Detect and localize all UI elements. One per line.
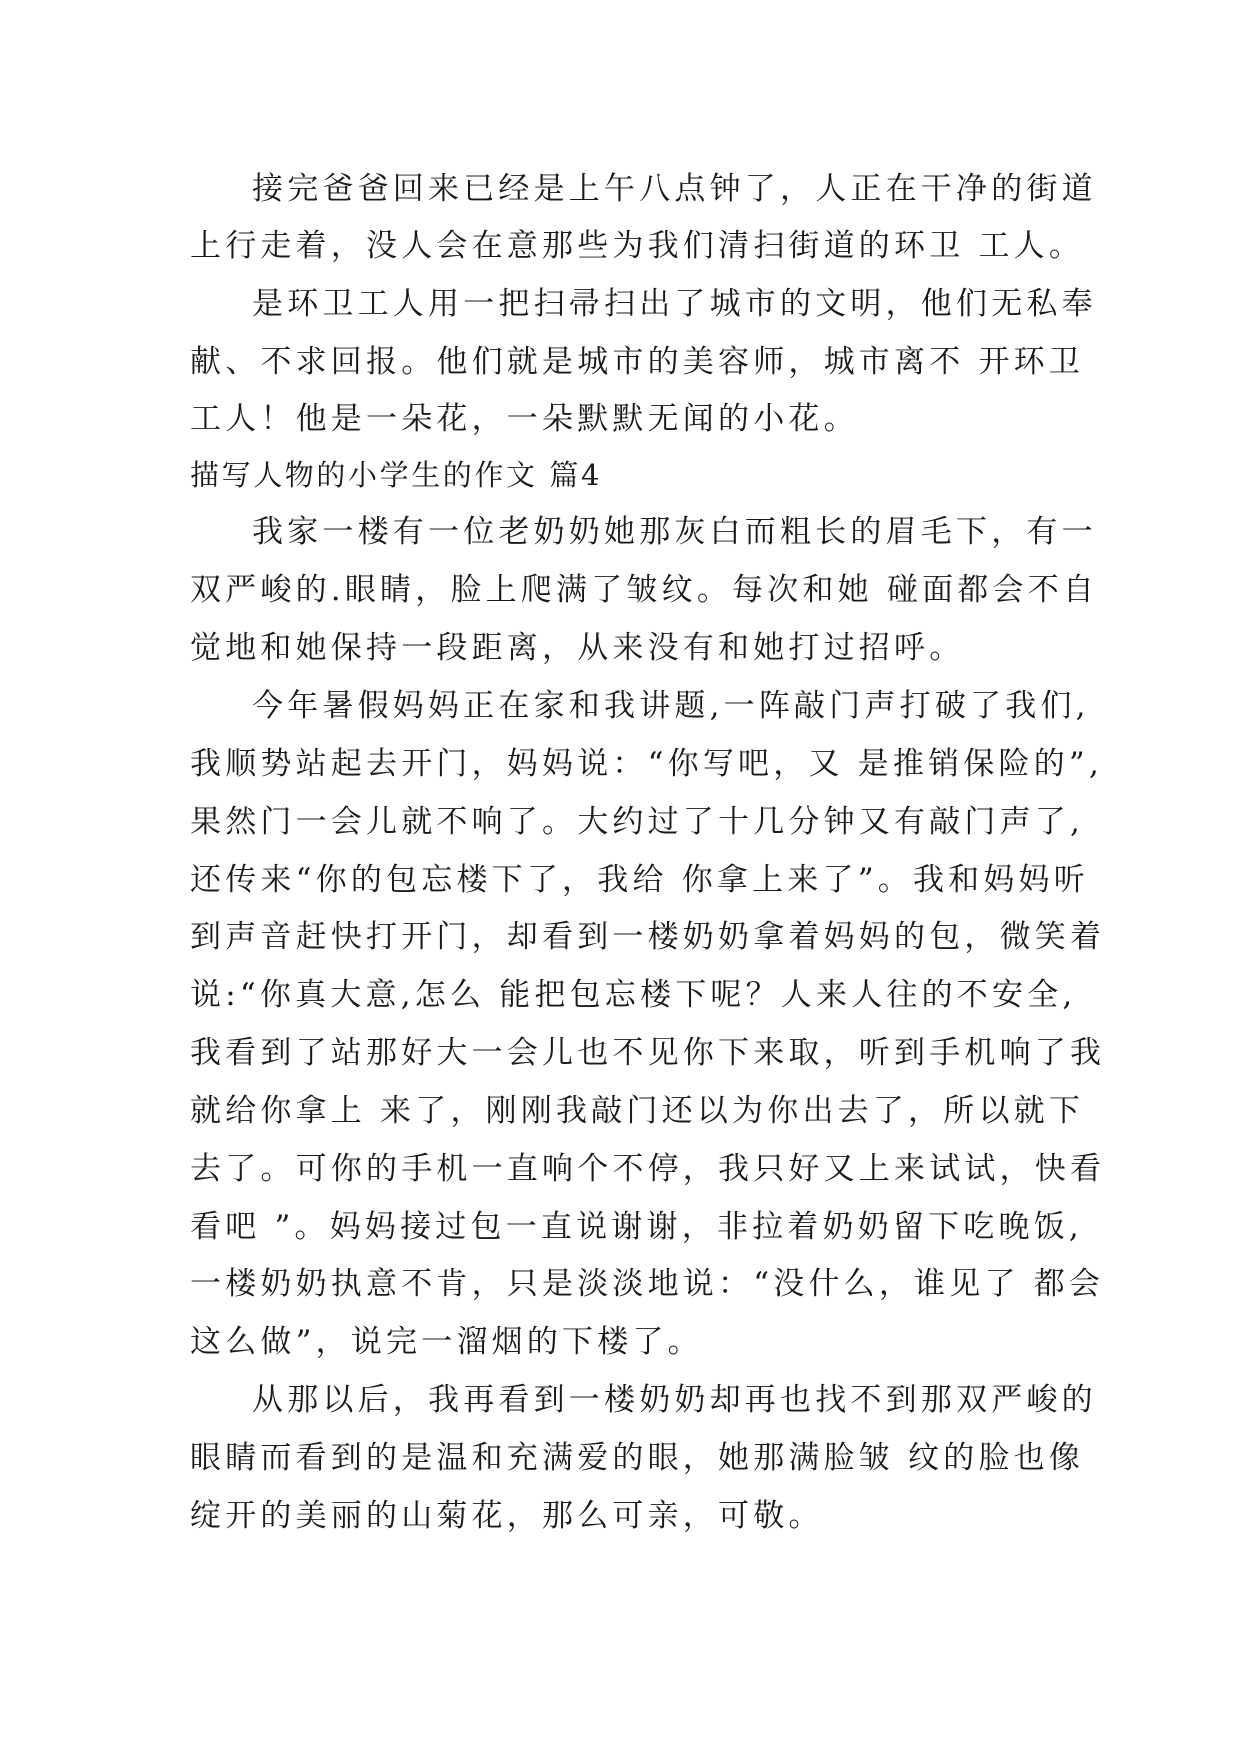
- text-line: 献、不求回报。他们就是城市的美容师，城市离不 开环卫: [190, 344, 1085, 380]
- text-line: 绽开的美丽的山菊花，那么可亲，可敬。: [190, 1498, 824, 1534]
- text-line: 这么做”，说完一溜烟的下楼了。: [190, 1324, 703, 1360]
- text-line: 一楼奶奶执意不肯，只是淡淡地说：“没什么，谁见了 都会: [190, 1266, 1105, 1302]
- text-line: 到声音赶快打开门，却看到一楼奶奶拿着妈妈的包，微笑着: [190, 919, 1106, 955]
- section-heading: 描写人物的小学生的作文 篇4: [190, 458, 603, 492]
- text-line: 我看到了站那好大一会儿也不见你下来取，听到手机响了我: [190, 1035, 1106, 1071]
- text-line: 我顺势站起去开门，妈妈说：“你写吧，又 是推销保险的”,: [190, 746, 1104, 782]
- text-line: 我家一楼有一位老奶奶她那灰白而粗长的眉毛下，有一: [252, 514, 1097, 550]
- text-line: 说:“你真大意,怎么 能把包忘楼下呢？人来人往的不安全,: [190, 977, 1077, 1013]
- text-line: 今年暑假妈妈正在家和我讲题,一阵敲门声打破了我们,: [252, 688, 1090, 724]
- text-line: 就给你拿上 来了，刚刚我敲门还以为你出去了，所以就下: [190, 1093, 1085, 1129]
- text-line: 工人！他是一朵花，一朵默默无闻的小花。: [190, 401, 859, 437]
- text-line: 觉地和她保持一段距离，从来没有和她打过招呼。: [190, 630, 965, 666]
- text-line: 还传来“你的包忘楼下了，我给 你拿上来了”。我和妈妈听: [190, 862, 1089, 898]
- text-line: 接完爸爸回来已经是上午八点钟了，人正在干净的街道: [252, 171, 1097, 207]
- text-line: 从那以后，我再看到一楼奶奶却再也找不到那双严峻的: [252, 1382, 1097, 1418]
- text-line: 上行走着，没人会在意那些为我们清扫街道的环卫 工人。: [190, 228, 1085, 264]
- text-line: 果然门一会儿就不响了。大约过了十几分钟又有敲门声了,: [190, 804, 1085, 840]
- text-line: 是环卫工人用一把扫帚扫出了城市的文明，他们无私奉: [252, 286, 1097, 322]
- text-line: 去了。可你的手机一直响个不停，我只好又上来试试，快看: [190, 1151, 1106, 1187]
- text-line: 眼睛而看到的是温和充满爱的眼，她那满脸皱 纹的脸也像: [190, 1440, 1085, 1476]
- text-line: 看吧 ”。妈妈接过包一直说谢谢，非拉着奶奶留下吃晚饭,: [190, 1209, 1083, 1245]
- text-line: 双严峻的.眼睛，脸上爬满了皱纹。每次和她 碰面都会不自: [190, 572, 1099, 608]
